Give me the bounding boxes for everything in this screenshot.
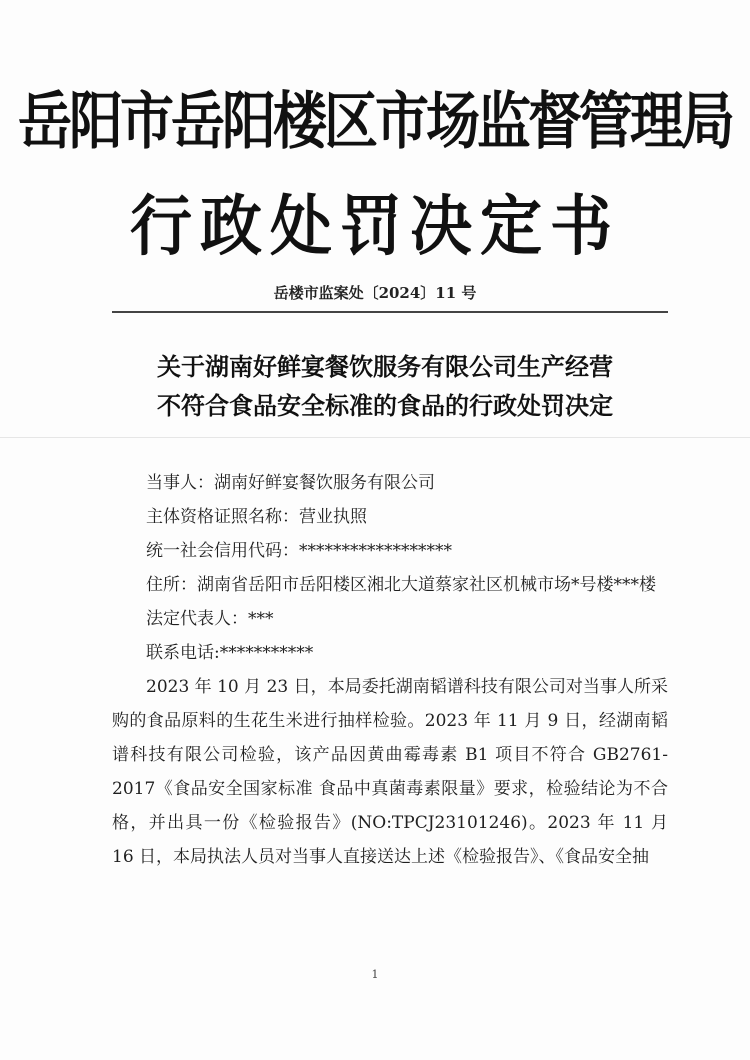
party-address: 住所：湖南省岳阳市岳阳楼区湘北大道蔡家社区机械市场*号楼***楼 bbox=[146, 575, 656, 595]
organization-title: 岳阳市岳阳楼区市场监督管理局 bbox=[18, 84, 732, 158]
party-credit-code: 统一社会信用代码：****************** bbox=[146, 541, 452, 561]
page-number: 1 bbox=[371, 968, 379, 981]
document-body bbox=[112, 466, 668, 874]
document-type-title: 行政处罚决定书 bbox=[129, 187, 620, 265]
header-divider bbox=[112, 311, 668, 313]
subject-line-2: 不符合食品安全标准的食品的行政处罚决定 bbox=[157, 391, 613, 420]
party-name: 当事人：湖南好鲜宴餐饮服务有限公司 bbox=[146, 473, 435, 493]
document-number: 岳楼市监案处〔2024〕11 号 bbox=[273, 284, 477, 302]
facts-paragraph: 2023 年 10 月 23 日，本局委托湖南韬谱科技有限公司对当事人所采购的食品原料的生花生米进行抽样检验。2023 年 11 月 9 日，经湖南韬谱科技有限公司检验，该产品因黄曲霉毒素 B1 项目不符合 GB2761-2017《食品安全国家标准 食品中真菌毒素限量》要求，检验结论为不合格，并出具一份《检验报告》(NO:TPCJ23101246)。2023 年 11 月 16 日，本局执法人员对当事人直接送达上述《检验报告》、《食品安全抽 bbox=[112, 677, 668, 867]
party-phone: 联系电话:*********** bbox=[146, 643, 314, 663]
decision-subject bbox=[100, 347, 670, 425]
subject-line-1: 关于湖南好鲜宴餐饮服务有限公司生产经营 bbox=[157, 352, 613, 381]
party-license-name: 主体资格证照名称：营业执照 bbox=[146, 507, 367, 527]
party-legal-representative: 法定代表人：*** bbox=[146, 609, 274, 629]
scan-fold-line bbox=[0, 437, 750, 438]
